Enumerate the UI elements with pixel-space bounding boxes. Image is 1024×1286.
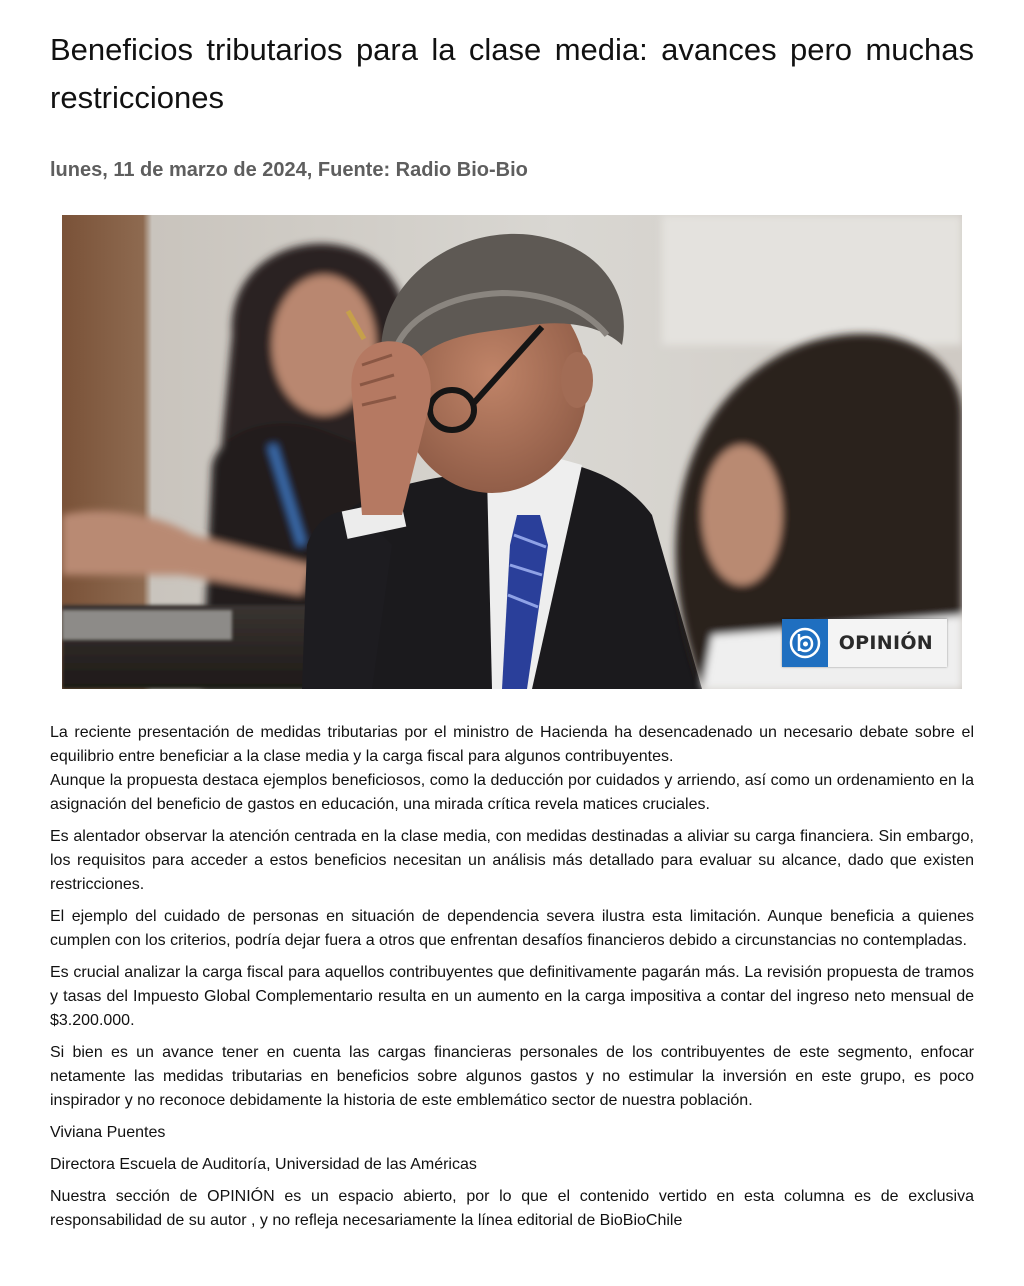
article-paragraph: El ejemplo del cuidado de personas en situación de dependencia severa ilustra esta limitación. Aunque beneficia a quienes cumplen con los criterios, podría dejar fuera a otros que enfrentan desafíos financieros debido a circunstancias no contempladas.	[50, 908, 974, 949]
article-body	[50, 721, 974, 1233]
article-paragraph: Es crucial analizar la carga fiscal para aquellos contribuyentes que definitivamente pagarán más. La revisión propuesta de tramos y tasas del Impuesto Global Complementario resulta en un aumento en la carga impositiva a contar del ingreso neto mensual de $3.200.000.	[50, 964, 974, 1029]
photo-illustration	[62, 215, 962, 689]
disclaimer: Nuestra sección de OPINIÓN es un espacio abierto, por lo que el contenido vertido en esta columna es de exclusiva responsabilidad de su autor , y no refleja necesariamente la línea editorial de BioBioChile	[50, 1188, 974, 1229]
article-paragraph: Si bien es un avance tener en cuenta las cargas financieras personales de los contribuyentes de este segmento, enfocar netamente las medidas tributarias en beneficios sobre algunos gastos y no estimular la inversión en este grupo, es poco inspirador y no reconoce debidamente la historia de este emblemático sector de nuestra población.	[50, 1044, 974, 1109]
article-title: Beneficios tributarios para la clase media: avances pero muchas restricciones	[50, 32, 974, 115]
article-paragraph: La reciente presentación de medidas tributarias por el ministro de Hacienda ha desencadenado un necesario debate sobre el equilibrio entre beneficiar a la clase media y la carga fiscal para algunos contribuyentes.	[50, 724, 974, 765]
biobio-logo-icon	[782, 619, 828, 667]
article-paragraph: Es alentador observar la atención centrada en la clase media, con medidas destinadas a aliviar su carga financiera. Sin embargo, los requisitos para acceder a estos beneficios necesitan un análisis más detallado para evaluar su alcance, dado que existen restricciones.	[50, 828, 974, 893]
article	[50, 0, 974, 1241]
opinion-badge	[782, 619, 947, 667]
article-paragraph: Aunque la propuesta destaca ejemplos beneficiosos, como la deducción por cuidados y arriendo, así como un ordenamiento en la asignación del beneficio de gastos en educación, una mirada crítica revela matices cruciales.	[50, 772, 974, 813]
article-photo	[62, 215, 962, 689]
article-date-source: lunes, 11 de marzo de 2024, Fuente: Radio Bio-Bio	[50, 159, 528, 181]
author-name: Viviana Puentes	[50, 1124, 166, 1141]
author-role: Directora Escuela de Auditoría, Universidad de las Américas	[50, 1156, 477, 1173]
opinion-badge-label: OPINIÓN	[828, 619, 947, 667]
